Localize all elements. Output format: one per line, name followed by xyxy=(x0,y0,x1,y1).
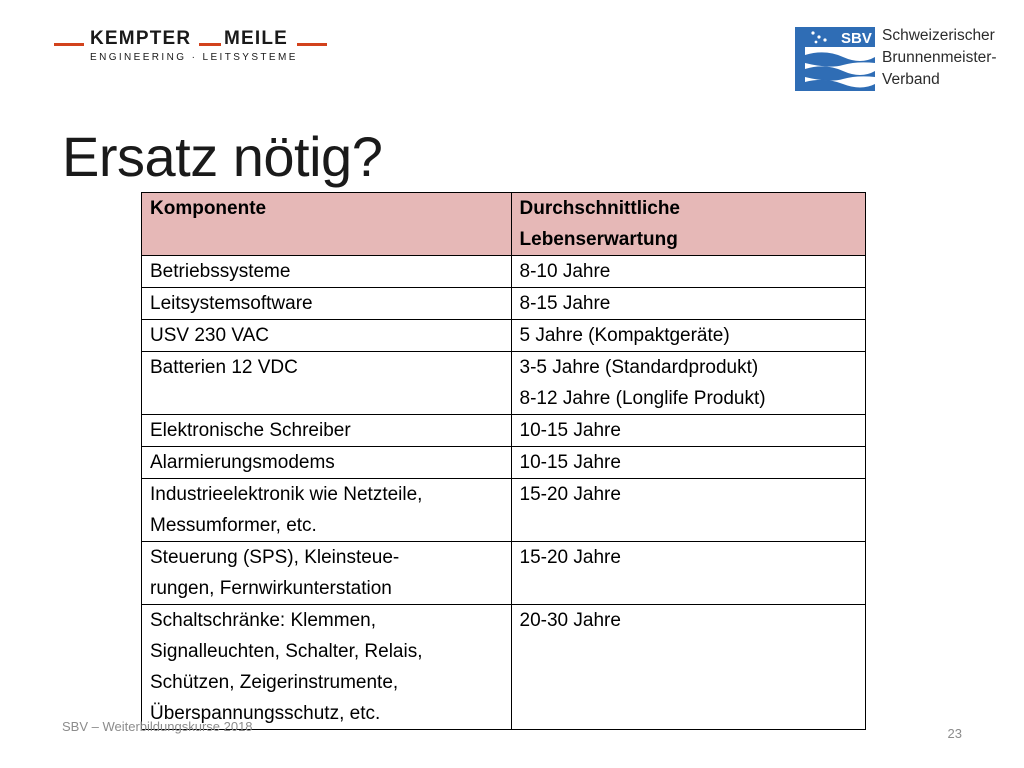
table-row xyxy=(142,352,866,415)
lifetime-cell xyxy=(511,352,865,415)
component-cell xyxy=(142,447,512,479)
component-cell xyxy=(142,605,512,730)
cell-text: Elektronische Schreiber xyxy=(150,420,351,441)
header-component xyxy=(142,193,512,256)
table-row xyxy=(142,542,866,605)
component-lifetime-table xyxy=(141,192,866,730)
cell-text: 3-5 Jahre (Standardprodukt) xyxy=(519,357,759,378)
component-cell xyxy=(142,352,512,415)
table-header-row xyxy=(142,193,866,256)
cell-text: Betriebssysteme xyxy=(150,261,291,282)
component-cell xyxy=(142,320,512,352)
cell-text: 10-15 Jahre xyxy=(519,452,621,473)
cell-text: 10-15 Jahre xyxy=(519,420,621,441)
table-row xyxy=(142,479,866,542)
header-lifetime xyxy=(511,193,865,256)
header-text: Komponente xyxy=(150,198,267,219)
lifetime-cell xyxy=(511,320,865,352)
header-text: Durchschnittliche xyxy=(519,198,680,219)
lifetime-cell xyxy=(511,256,865,288)
sbv-name-line: Brunnenmeister- xyxy=(882,49,997,66)
table-row xyxy=(142,320,866,352)
sbv-abbreviation: SBV xyxy=(841,30,872,47)
component-cell xyxy=(142,288,512,320)
lifetime-cell xyxy=(511,288,865,320)
cell-text: Schützen, Zeigerinstrumente, xyxy=(150,672,399,693)
cell-text: 8-10 Jahre xyxy=(519,261,611,282)
sbv-wave-icon xyxy=(795,27,875,91)
cell-text: Alarmierungsmodems xyxy=(150,452,335,473)
cell-text: Schaltschränke: Klemmen, xyxy=(150,610,376,631)
sbv-name-line: Schweizerischer xyxy=(882,27,995,44)
footer-text: SBV – Weiterbildungskurse 2018 xyxy=(62,719,253,734)
cell-text: Überspannungsschutz, etc. xyxy=(150,703,381,724)
table-row xyxy=(142,415,866,447)
logo-accent-line-middle xyxy=(199,43,221,46)
sbv-name-line: Verband xyxy=(882,71,940,88)
slide-title: Ersatz nötig? xyxy=(62,125,383,188)
sbv-logo xyxy=(795,25,1010,95)
cell-text: Signalleuchten, Schalter, Relais, xyxy=(150,641,423,662)
cell-text: Industrieelektronik wie Netzteile, xyxy=(150,484,423,505)
cell-text: 15-20 Jahre xyxy=(519,547,621,568)
cell-text: 20-30 Jahre xyxy=(519,610,621,631)
cell-text: USV 230 VAC xyxy=(150,325,269,346)
sbv-name xyxy=(882,25,997,91)
cell-text: Leitsystemsoftware xyxy=(150,293,313,314)
lifetime-cell xyxy=(511,605,865,730)
logo-word-meile: MEILE xyxy=(224,28,289,49)
logo-subtitle: ENGINEERING · LEITSYSTEME xyxy=(90,52,298,63)
logo-accent-line-left xyxy=(54,43,84,46)
page-number: 23 xyxy=(947,726,962,741)
lifetime-cell xyxy=(511,479,865,542)
lifetime-cell xyxy=(511,415,865,447)
table-row xyxy=(142,256,866,288)
cell-text: 15-20 Jahre xyxy=(519,484,621,505)
component-cell xyxy=(142,415,512,447)
logo-accent-line-right xyxy=(297,43,327,46)
logo-word-kempter: KEMPTER xyxy=(90,28,192,49)
cell-text: Steuerung (SPS), Kleinsteue- xyxy=(150,547,400,568)
kempter-meile-logo xyxy=(54,28,329,68)
cell-text: 5 Jahre (Kompaktgeräte) xyxy=(519,325,730,346)
component-cell xyxy=(142,542,512,605)
component-cell xyxy=(142,479,512,542)
table-row xyxy=(142,605,866,730)
lifetime-cell xyxy=(511,542,865,605)
table-row xyxy=(142,447,866,479)
table-row xyxy=(142,288,866,320)
lifetime-cell xyxy=(511,447,865,479)
cell-text: Messumformer, etc. xyxy=(150,515,317,536)
cell-text: 8-15 Jahre xyxy=(519,293,611,314)
component-cell xyxy=(142,256,512,288)
cell-text: Batterien 12 VDC xyxy=(150,357,298,378)
cell-text: rungen, Fernwirkunterstation xyxy=(150,578,392,599)
cell-text: 8-12 Jahre (Longlife Produkt) xyxy=(519,388,766,409)
header-text: Lebenserwartung xyxy=(519,229,678,250)
